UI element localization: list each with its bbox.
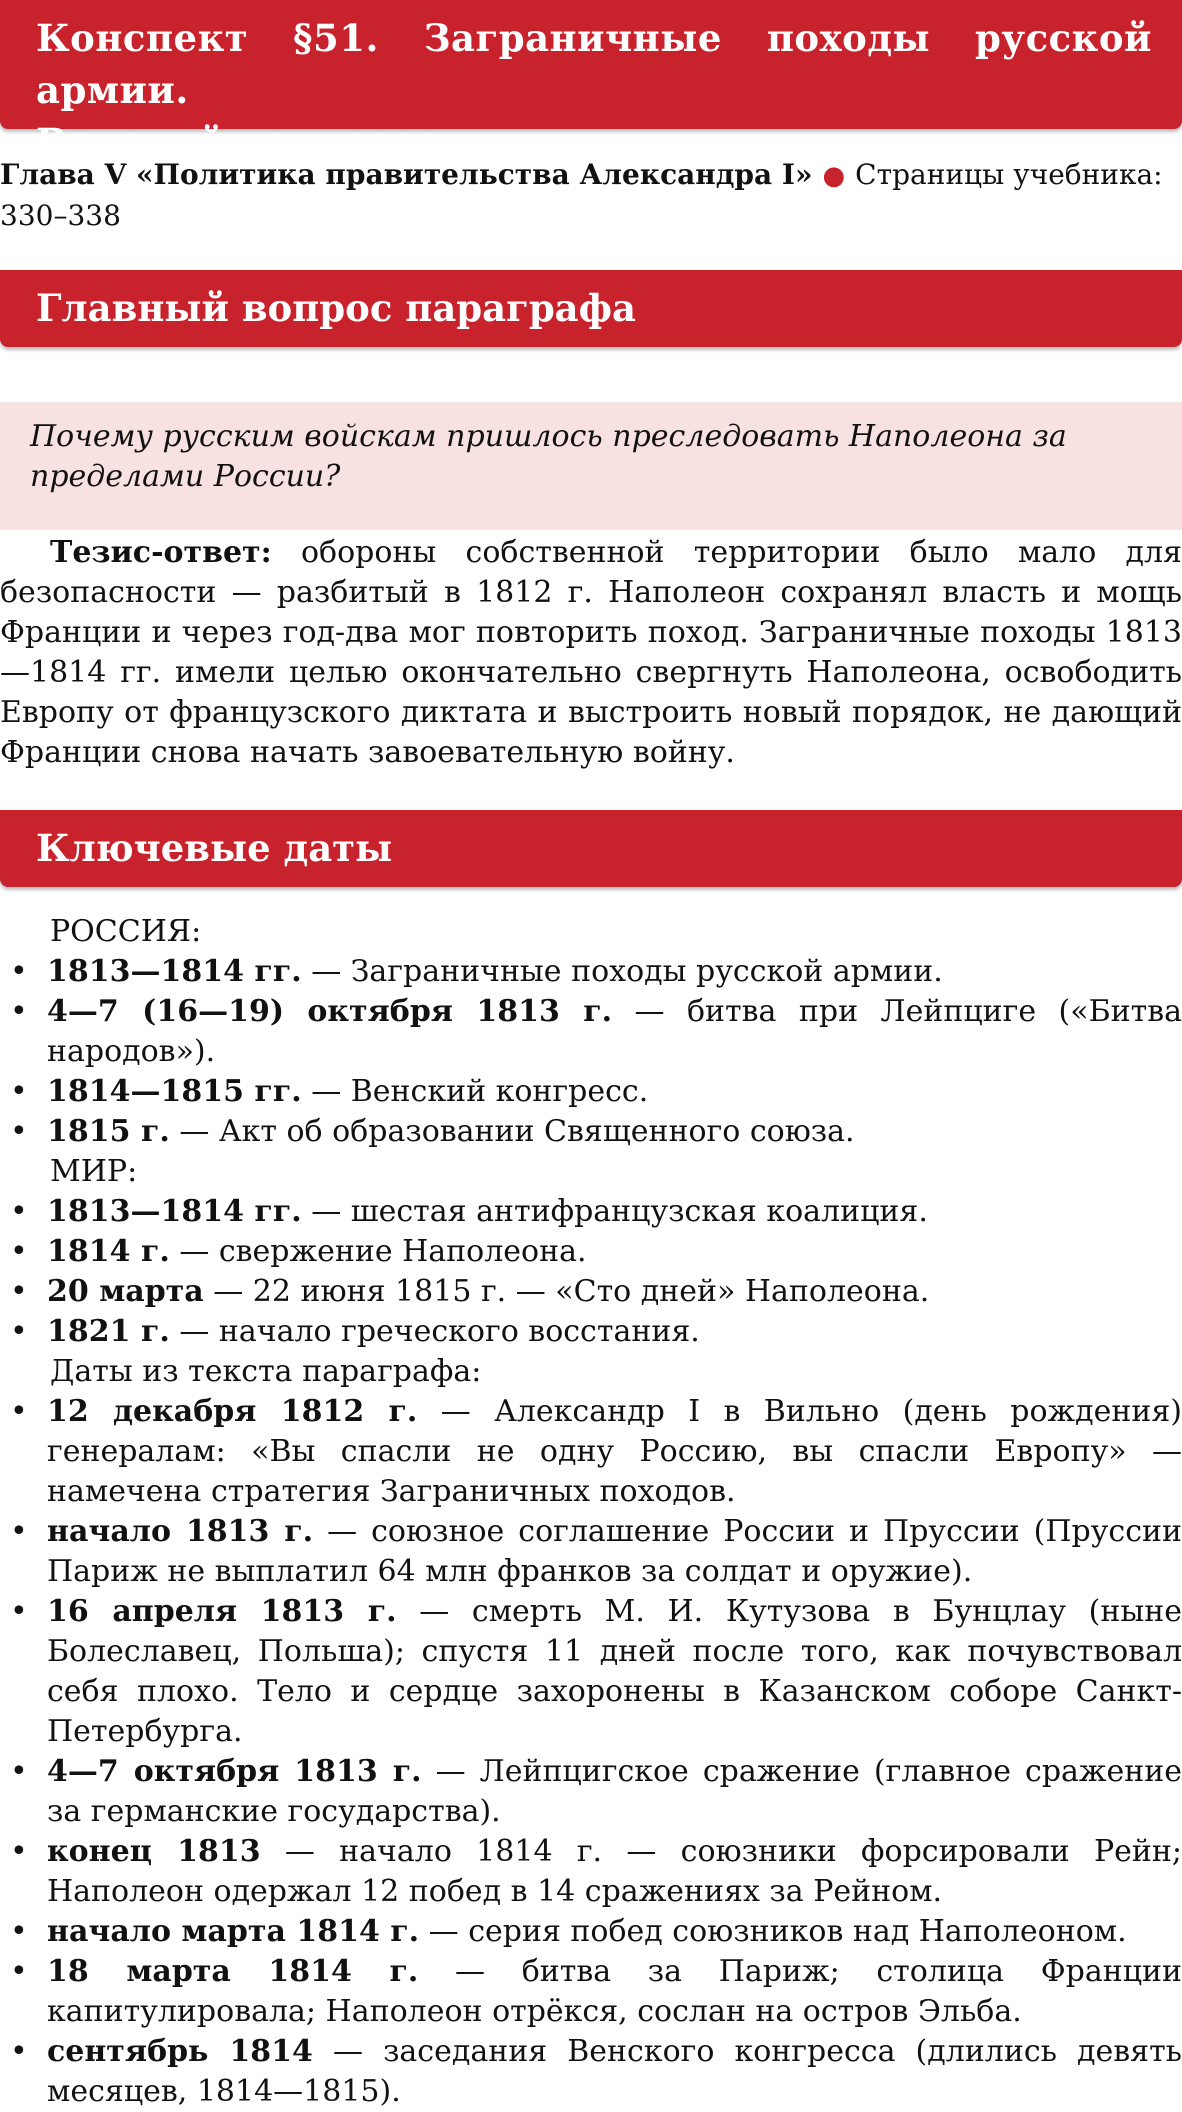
item-date: 1814 г. (47, 1234, 170, 1269)
bullet-icon: • (10, 1594, 28, 1629)
list-item (0, 952, 1182, 992)
list-item (0, 1272, 1182, 1312)
item-text: — Венский конгресс. (301, 1074, 649, 1109)
page-title-banner (0, 0, 1182, 164)
item-text: — Александр I в Вильно (день рождения) генералам: «Вы спасли не одну Россию, вы спасли Европу» — намечена стратегия Заграничных походов. (47, 1394, 1182, 1509)
item-date: 1814—1815 гг. (47, 1074, 302, 1109)
page-title-line-1: Конспект §51. Заграничные походы русской армии. (36, 16, 1152, 112)
bullet-icon: • (10, 1754, 28, 1789)
bullet-icon: • (10, 1274, 28, 1309)
bullet-icon: • (10, 1954, 28, 1989)
item-date: начало марта 1814 г. (47, 1914, 420, 1949)
chapter-title: Глава V «Политика правительства Александра I» (0, 158, 813, 191)
bullet-icon: • (10, 1394, 28, 1429)
item-text: — Акт об образовании Священного союза. (169, 1114, 855, 1149)
item-date: 18 марта 1814 г. (47, 1954, 419, 1989)
bullet-icon: • (10, 1074, 28, 1109)
russia-label: РОССИЯ: (50, 914, 202, 949)
item-date: 1813—1814 гг. (47, 954, 302, 989)
item-date: 4—7 (16—19) октября 1813 г. (47, 994, 613, 1029)
bullet-icon: • (10, 1234, 28, 1269)
bullet-dot-icon: ● (822, 161, 846, 191)
key-dates-heading-text: Ключевые даты (36, 826, 393, 870)
main-question-heading-text: Главный вопрос параграфа (36, 286, 637, 330)
main-question-text: Почему русским войскам пришлось преследовать Наполеона за пределами России? (30, 419, 1067, 494)
world-label: МИР: (50, 1154, 138, 1189)
item-text: — начало 1814 г. — союзники форсировали Рейн; Наполеон одержал 12 побед в 14 сражениях за Рейном. (47, 1834, 1182, 1909)
bullet-icon: • (10, 954, 28, 989)
item-date: 1815 г. (47, 1114, 170, 1149)
list-item (0, 1592, 1182, 1752)
item-text: — союзное соглашение России и Пруссии (Пруссии Париж не выплатил 64 млн франков за солдат и оружие). (47, 1514, 1182, 1589)
list-item (0, 1512, 1182, 1592)
item-date: сентябрь 1814 (47, 2034, 313, 2069)
item-date: 1813—1814 гг. (47, 1194, 302, 1229)
item-date: начало 1813 г. (47, 1514, 314, 1549)
list-item (0, 1952, 1182, 2032)
list-item (0, 992, 1182, 1072)
bullet-icon: • (10, 2034, 28, 2069)
key-dates-list (0, 912, 1182, 2112)
thesis-paragraph (0, 533, 1182, 773)
item-date: 20 марта (47, 1274, 204, 1309)
item-date: 16 апреля 1813 г. (47, 1594, 397, 1629)
list-item (0, 1912, 1182, 1952)
list-item (0, 1072, 1182, 1112)
item-text: — начало греческого восстания. (169, 1314, 700, 1349)
bullet-icon: • (10, 1314, 28, 1349)
item-text: — 22 июня 1815 г. — «Сто дней» Наполеона. (203, 1274, 930, 1309)
bullet-icon: • (10, 1114, 28, 1149)
item-text: — шестая антифранцузская коалиция. (301, 1194, 928, 1229)
list-item (0, 2032, 1182, 2112)
page-title-line-2: Венский конгресс (36, 120, 439, 164)
list-item (0, 1832, 1182, 1912)
list-item (0, 1192, 1182, 1232)
bullet-icon: • (10, 1194, 28, 1229)
item-date: 1821 г. (47, 1314, 170, 1349)
item-text: — Лейпцигское сражение (главное сражение за германские государства). (47, 1754, 1182, 1829)
item-text: — битва за Париж; столица Франции капитулировала; Наполеон отрёкся, сослан на остров Эльба. (47, 1954, 1182, 2029)
item-text: — заседания Венского конгресса (длились девять месяцев, 1814—1815). (47, 2034, 1182, 2109)
list-item (0, 1112, 1182, 1152)
item-text: — смерть М. И. Кутузова в Бунцлау (ныне Болеславец, Польша); спустя 11 дней после того, как почувствовал себя плохо. Тело и сердце захоронены в Казанском соборе Санкт-Петербурга. (47, 1594, 1182, 1749)
key-dates-heading (0, 810, 1182, 887)
main-question-box (0, 402, 1182, 530)
item-date: конец 1813 (47, 1834, 261, 1869)
item-text: — битва при Лейпциге («Битва народов»). (47, 994, 1182, 1069)
list-item (0, 1232, 1182, 1272)
thesis-text: обороны собственной территории было мало для безопасности — разбитый в 1812 г. Наполеон сохранял власть и мощь Франции и через год-два мог повторить поход. Заграничные походы 1813—1814 гг. имели целью окончательно свергнуть Наполеона, освободить Европу от французского диктата и выстроить новый порядок, не дающий Франции снова начать завоевательную войну. (0, 535, 1182, 770)
main-question-heading (0, 270, 1182, 347)
pages-label: Страницы учебника: (855, 158, 1163, 191)
pages-range: 330–338 (0, 199, 121, 232)
list-item (0, 1392, 1182, 1512)
item-date: 4—7 октября 1813 г. (47, 1754, 422, 1789)
chapter-info (0, 155, 1182, 236)
item-date: 12 декабря 1812 г. (47, 1394, 418, 1429)
item-text: — серия побед союзников над Наполеоном. (419, 1914, 1127, 1949)
list-item (0, 1312, 1182, 1352)
bullet-icon: • (10, 994, 28, 1029)
bullet-icon: • (10, 1914, 28, 1949)
list-item (0, 1752, 1182, 1832)
text-dates-label: Даты из текста параграфа: (50, 1354, 482, 1389)
bullet-icon: • (10, 1834, 28, 1869)
thesis-label: Тезис-ответ: (50, 535, 272, 570)
item-text: — свержение Наполеона. (169, 1234, 587, 1269)
bullet-icon: • (10, 1514, 28, 1549)
item-text: — Заграничные походы русской армии. (301, 954, 943, 989)
